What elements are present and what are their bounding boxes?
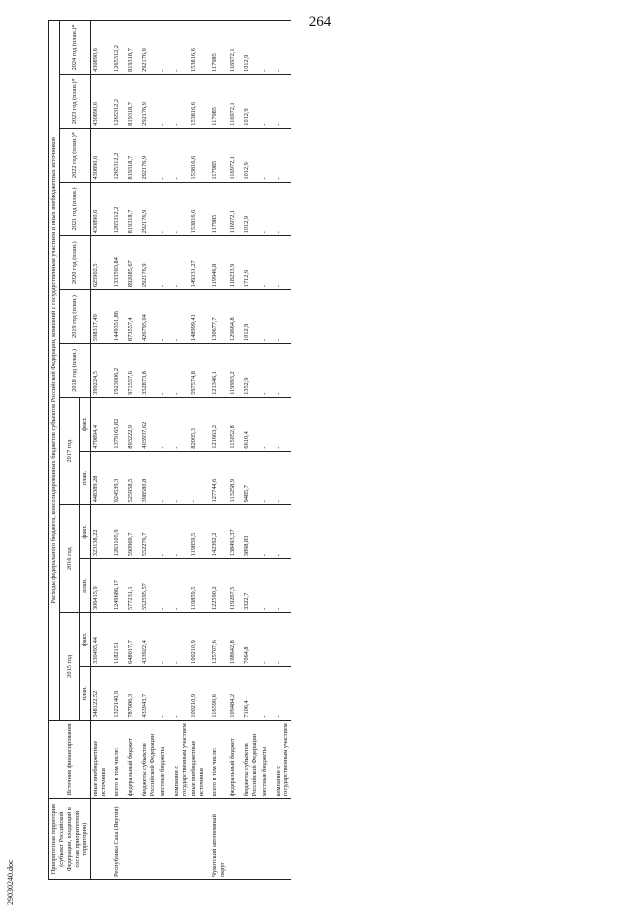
territory-cell [274,799,292,880]
value-cell: 117985 [207,21,228,75]
header-2015-plan: план. [80,666,91,720]
value-cell: 119859,5 [189,559,207,613]
table-row [260,21,274,880]
value-cell: - [260,290,274,344]
value-cell: 117985 [207,128,228,182]
value-cell: 348122,52 [91,666,109,720]
header-2022: 2022 год (план.)* [59,128,90,182]
expenses-table [48,20,291,880]
header-2018: 2018 год (план.) [59,343,90,397]
value-cell: 1333593,84 [109,236,126,290]
territory-cell [126,799,140,880]
value-cell: - [260,236,274,290]
value-cell: 1012,9 [242,290,260,344]
value-cell: 119946,8 [207,236,228,290]
value-cell: 292176,9 [140,21,158,75]
source-cell: иные внебюджетные источники [189,720,207,799]
header-expenses: Расходы федерального бюджета, консолидированных бюджетов субъектов Российской Федерации, компаний с государственным участием и иных внебюджетных источников [49,21,60,721]
header-source: Источник финансирования [49,720,91,799]
source-cell: компании с государственным участием [274,720,292,799]
value-cell: 479894,4 [91,397,109,451]
value-cell: 819318,7 [126,21,140,75]
value-cell: - [172,613,190,667]
value-cell: 1379165,82 [109,397,126,451]
value-cell: 1012,9 [242,21,260,75]
header-2016: 2016 год [59,505,80,613]
value-cell: - [260,666,274,720]
value-cell: - [260,505,274,559]
value-cell: 118233,9 [228,236,242,290]
value-cell: - [158,236,172,290]
value-cell: 108642,8 [228,613,242,667]
header-2017-fact: факт. [80,397,91,451]
value-cell: 292176,9 [140,74,158,128]
value-cell: - [274,559,292,613]
value-cell: 153816,6 [189,182,207,236]
value-cell: 153816,6 [189,74,207,128]
table-row [242,21,260,880]
value-cell: - [172,74,190,128]
value-cell: - [274,613,292,667]
value-cell: 873557,4 [126,290,140,344]
value-cell: 1249686,17 [109,559,126,613]
value-cell: - [158,21,172,75]
value-cell: 129664,8 [228,290,242,344]
value-cell: 430890,6 [91,128,109,182]
value-cell: - [260,74,274,128]
rotated-table-container [48,20,588,880]
value-cell: 119267,5 [228,559,242,613]
header-2016-plan: план. [80,559,91,613]
value-cell: - [260,397,274,451]
value-cell: 597574,8 [189,343,207,397]
value-cell: 971557,6 [126,343,140,397]
value-cell: 1352,9 [242,343,260,397]
value-cell: - [260,21,274,75]
value-cell: 648017,7 [126,613,140,667]
value-cell: 598317,49 [91,290,109,344]
value-cell: 625902,5 [91,236,109,290]
value-cell: 433922,4 [140,613,158,667]
value-cell: 100210,9 [189,613,207,667]
value-cell: - [172,559,190,613]
header-2017: 2017 год [59,397,80,505]
value-cell: - [274,505,292,559]
source-cell: местные бюджеты [158,720,172,799]
value-cell: 3898,83 [242,505,260,559]
value-cell: 552595,57 [140,559,158,613]
value-cell: - [172,397,190,451]
value-cell: - [274,290,292,344]
value-cell: 9485,7 [242,451,260,505]
value-cell: 1263105,9 [109,505,126,559]
header-2021: 2021 год (план.) [59,182,90,236]
value-cell: - [158,451,172,505]
value-cell: 1449351,86 [109,290,126,344]
territory-cell [140,799,158,880]
value-cell: 430890,6 [91,182,109,236]
value-cell: 119859,5 [189,505,207,559]
value-cell: - [172,343,190,397]
value-cell: 819318,7 [126,74,140,128]
source-cell: федеральный бюджет [126,720,140,799]
value-cell: 1265312,2 [109,182,126,236]
source-cell: всего в том числе: [207,720,228,799]
value-cell: - [158,559,172,613]
value-cell: 1923006,2 [109,343,126,397]
value-cell: 448389,28 [91,451,109,505]
value-cell: 1322140,9 [109,666,126,720]
value-cell: - [274,182,292,236]
value-cell: 426795,04 [140,290,158,344]
value-cell: 399224,5 [91,343,109,397]
value-cell: - [172,128,190,182]
value-cell: 893222,9 [126,397,140,451]
value-cell: 892085,67 [126,236,140,290]
value-cell: - [274,666,292,720]
value-cell: 525958,5 [126,451,140,505]
value-cell: 121663,2 [207,397,228,451]
value-cell: - [158,666,172,720]
value-cell: 82005,3 [189,397,207,451]
value-cell: - [158,343,172,397]
value-cell: 552276,7 [140,505,158,559]
value-cell: - [260,182,274,236]
value-cell: - [260,128,274,182]
footer-filename: 29030240.doc [6,859,15,905]
value-cell: - [158,505,172,559]
value-cell: 1012,9 [242,74,260,128]
territory-cell [189,799,207,880]
value-cell: 117985 [207,182,228,236]
source-cell: местные бюджеты [260,720,274,799]
value-cell: 292176,9 [140,182,158,236]
value-cell: - [274,343,292,397]
value-cell: 130677,7 [207,290,228,344]
value-cell: 1012,9 [242,182,260,236]
value-cell: - [172,182,190,236]
value-cell: - [172,451,190,505]
value-cell: - [158,182,172,236]
value-cell: 138493,37 [228,505,242,559]
table-row [228,21,242,880]
value-cell: 323138,22 [91,505,109,559]
value-cell: 292176,9 [140,236,158,290]
territory-cell [158,799,172,880]
value-cell: 148999,41 [189,290,207,344]
value-cell: 122590,2 [207,559,228,613]
header-2015: 2015 год [59,613,80,721]
value-cell: - [172,505,190,559]
table-row [274,21,292,880]
value-cell: - [189,451,207,505]
value-cell: 153816,6 [189,21,207,75]
value-cell: 127744,6 [207,451,228,505]
value-cell: 109484,2 [228,666,242,720]
value-cell: 1265312,2 [109,74,126,128]
territory-cell [172,799,190,880]
value-cell: 125707,6 [207,613,228,667]
value-cell: - [274,236,292,290]
header-2023: 2023 год (план.)* [59,74,90,128]
value-cell: 3322,7 [242,559,260,613]
value-cell: - [274,128,292,182]
header-territory: Приоритетная территория (субъект Российской Федерации, входящий в состав приоритетной территории) [49,799,91,880]
value-cell: 292176,9 [140,128,158,182]
value-cell: - [274,74,292,128]
value-cell: 6610,4 [242,397,260,451]
header-2015-fact: факт. [80,613,91,667]
header-2020: 2020 год (план.) [59,236,90,290]
value-cell: 590969,7 [126,505,140,559]
value-cell: - [158,128,172,182]
value-cell: 787986,3 [126,666,140,720]
page-number: 264 [308,14,332,30]
table-row [189,21,207,880]
value-cell: 1012,9 [242,128,260,182]
value-cell: 430890,6 [91,21,109,75]
value-cell: 1265312,2 [109,21,126,75]
value-cell: 924539,3 [109,451,126,505]
value-cell: 116972,1 [228,21,242,75]
source-cell: федеральный бюджет [228,720,242,799]
value-cell: - [260,451,274,505]
value-cell: 113258,9 [228,451,242,505]
value-cell: 116972,1 [228,74,242,128]
value-cell: 142392,2 [207,505,228,559]
value-cell: 100210,9 [189,666,207,720]
source-cell: всего в том числе: [109,720,126,799]
value-cell: 819318,7 [126,182,140,236]
table-body [91,21,292,880]
value-cell: 819318,7 [126,128,140,182]
value-cell: - [260,613,274,667]
header-2016-fact: факт. [80,505,91,559]
value-cell: 398580,8 [140,451,158,505]
value-cell: 1265312,2 [109,128,126,182]
value-cell: - [260,559,274,613]
value-cell: - [158,74,172,128]
value-cell: 1182151 [109,613,126,667]
territory-cell: Чукотский автономный округ [207,799,228,880]
value-cell: 149331,27 [189,236,207,290]
value-cell: 121346,1 [207,343,228,397]
value-cell: - [172,236,190,290]
source-cell: компании с государственным участием [172,720,190,799]
table-row [207,21,228,880]
value-cell: - [158,397,172,451]
value-cell: - [158,290,172,344]
value-cell: 116972,1 [228,182,242,236]
value-cell: - [172,290,190,344]
value-cell: - [172,666,190,720]
territory-cell [260,799,274,880]
value-cell: 117985 [207,74,228,128]
header-2024: 2024 год (план.)* [59,21,90,75]
value-cell: 119993,2 [228,343,242,397]
header-2017-plan: план. [80,451,91,505]
value-cell: 306415,9 [91,559,109,613]
value-cell: 7106,4 [242,666,260,720]
territory-cell: Республика Саха (Якутия) [109,799,126,880]
table-row [109,21,126,880]
table-row [158,21,172,880]
value-cell: 116590,6 [207,666,228,720]
source-cell: иные внебюджетные источники [91,720,109,799]
table-row [91,21,109,880]
value-cell: 116972,1 [228,128,242,182]
source-cell: бюджеты субъектов Российской Федерации [242,720,260,799]
value-cell: - [260,343,274,397]
value-cell: 352873,8 [140,343,158,397]
value-cell: - [274,397,292,451]
table-row [140,21,158,880]
value-cell: 433943,7 [140,666,158,720]
source-cell: бюджеты субъектов Российской Федерации [140,720,158,799]
value-cell: 153816,6 [189,128,207,182]
table-row [172,21,190,880]
value-cell: 403937,62 [140,397,158,451]
territory-cell [242,799,260,880]
value-cell: 115052,8 [228,397,242,451]
header-2019: 2019 год (план.) [59,290,90,344]
territory-cell [91,799,109,880]
value-cell: - [274,451,292,505]
value-cell: 330495,44 [91,613,109,667]
value-cell: - [172,21,190,75]
value-cell: - [274,21,292,75]
value-cell: 1712,9 [242,236,260,290]
value-cell: - [158,613,172,667]
territory-cell [228,799,242,880]
value-cell: 430890,6 [91,74,109,128]
value-cell: 7064,8 [242,613,260,667]
value-cell: 577231,1 [126,559,140,613]
table-row [126,21,140,880]
